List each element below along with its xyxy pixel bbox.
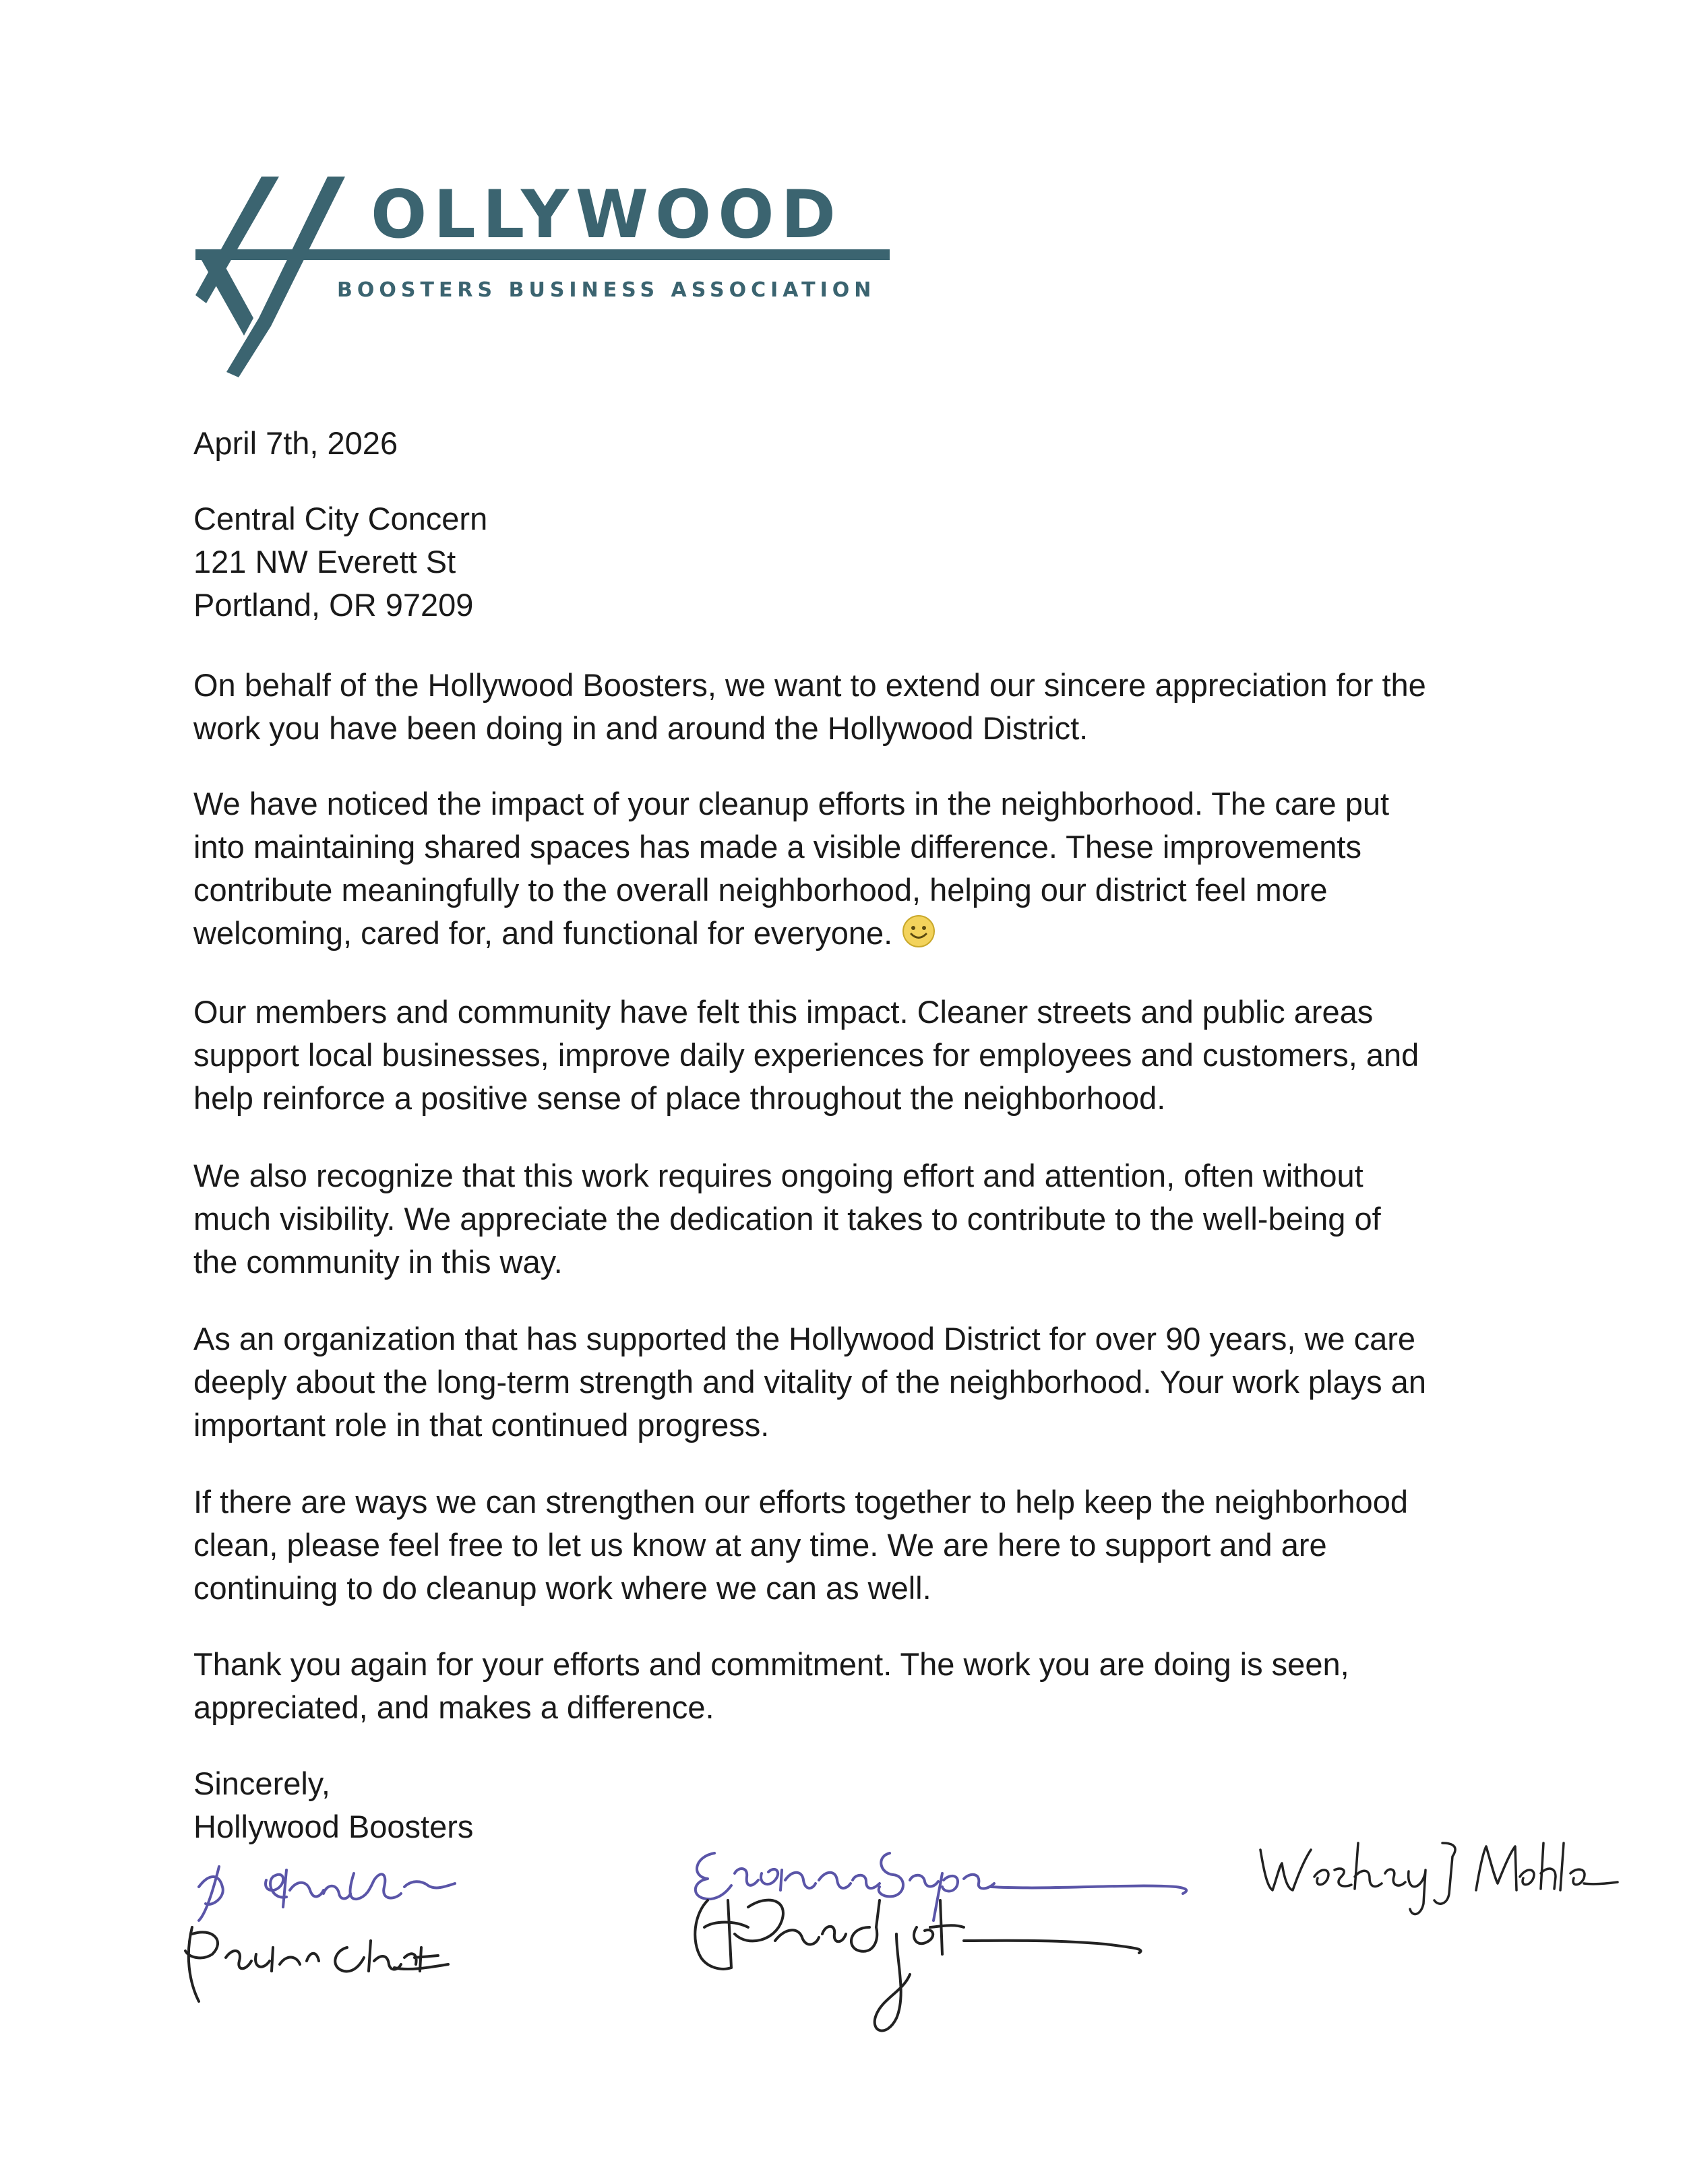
body-line-with-smiley [193, 912, 1514, 959]
body-line: contribute meaningfully to the overall neighborhood, helping our district feel more [193, 872, 1328, 908]
letter-date [193, 422, 1514, 465]
logo-wordmark: OLLYWOOD [371, 177, 842, 253]
date-line: April 7th, 2026 [193, 425, 398, 461]
body-line: Our members and community have felt this impact. Cleaner streets and public areas [193, 994, 1374, 1030]
recipient-address [193, 497, 1514, 627]
recipient-name: Central City Concern [193, 501, 488, 536]
paragraph-community-impact [193, 991, 1514, 1120]
paragraph-appreciation [193, 664, 1514, 750]
body-line: We have noticed the impact of your cleanup efforts in the neighborhood. The care put [193, 786, 1390, 821]
body-line: continuing to do cleanup work where we can as well. [193, 1570, 931, 1606]
body-line: If there are ways we can strengthen our efforts together to help keep the neighborhood [193, 1484, 1408, 1520]
body-line: Thank you again for your efforts and commitment. The work you are doing is seen, [193, 1646, 1349, 1682]
body-line-text: welcoming, cared for, and functional for everyone. [193, 915, 893, 951]
body-line: the community in this way. [193, 1244, 563, 1280]
paragraph-recognition [193, 1154, 1514, 1284]
paragraph-cleanup-impact [193, 782, 1514, 959]
body-line: support local businesses, improve daily experiences for employees and customers, and [193, 1037, 1419, 1073]
body-line: deeply about the long-term strength and vitality of the neighborhood. Your work plays an [193, 1364, 1426, 1400]
signature-black-left [185, 1927, 448, 2001]
body-line: appreciated, and makes a difference. [193, 1689, 714, 1725]
recipient-city: Portland, OR 97209 [193, 587, 474, 623]
signature-black-middle [695, 1900, 1140, 2031]
body-line: As an organization that has supported the Hollywood District for over 90 years, we care [193, 1321, 1416, 1356]
paragraph-organization [193, 1317, 1514, 1447]
paragraph-thanks [193, 1643, 1514, 1729]
letterhead-logo [195, 177, 896, 379]
recipient-street: 121 NW Everett St [193, 544, 456, 580]
body-line: work you have been doing in and around the Hollywood District. [193, 710, 1089, 746]
body-line: into maintaining shared spaces has made a visible difference. These improvements [193, 829, 1361, 865]
body-line: We also recognize that this work requires ongoing effort and attention, often without [193, 1158, 1364, 1193]
body-line: On behalf of the Hollywood Boosters, we want to extend our sincere appreciation for the [193, 667, 1426, 703]
logo-h-stroke-left [195, 177, 279, 303]
signature-blue-left [199, 1867, 455, 1921]
body-line: help reinforce a positive sense of place throughout the neighborhood. [193, 1080, 1166, 1116]
signature-middle-pair [674, 1826, 1233, 2055]
signature-left-pair [172, 1833, 590, 2008]
signature-black-right [1260, 1843, 1618, 1914]
body-line: clean, please feel free to let us know at any time. We are here to support and are [193, 1527, 1327, 1563]
body-line: much visibility. We appreciate the dedication it takes to contribute to the well-being of [193, 1201, 1381, 1237]
signer-organization: Hollywood Boosters [193, 1809, 474, 1844]
logo-tagline: BOOSTERS BUSINESS ASSOCIATION [337, 278, 876, 302]
valediction: Sincerely, [193, 1766, 330, 1801]
signature-right [1247, 1830, 1624, 1924]
paragraph-collaboration [193, 1480, 1514, 1610]
logo-h-stroke-right [226, 177, 345, 377]
body-line: important role in that continued progress. [193, 1407, 770, 1443]
smiley-emoji-icon [902, 914, 936, 959]
